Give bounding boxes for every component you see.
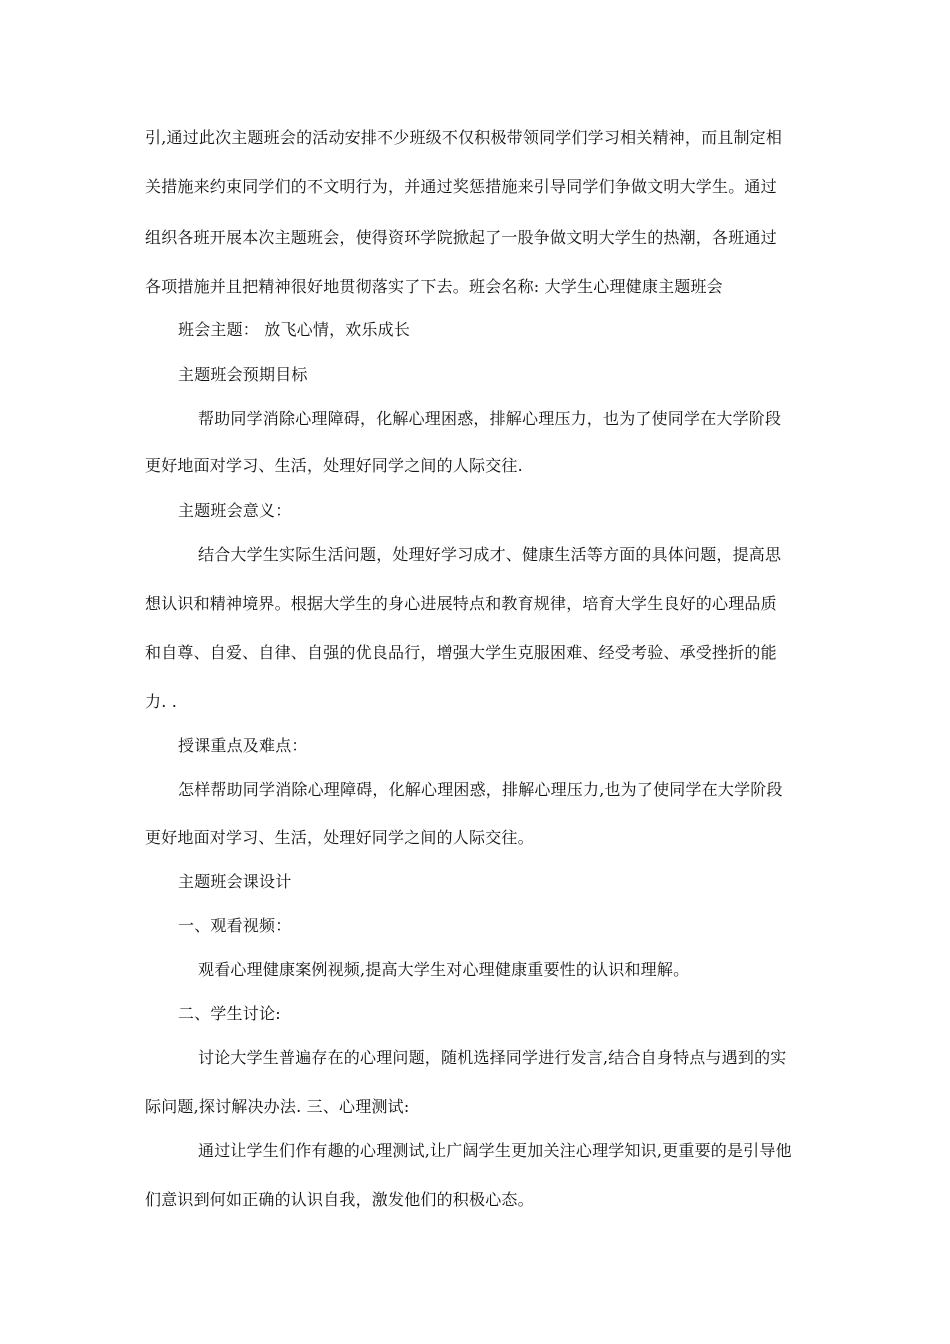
- paragraph-line: 想认识和精神境界。根据大学生的身心进展特点和教育规律，培育大学生良好的心理品质: [145, 594, 777, 613]
- section-heading: 二、学生讨论:: [178, 1004, 281, 1023]
- paragraph-line: 通过让学生们作有趣的心理测试,让广阔学生更加关注心理学知识,更重要的是引导他: [198, 1141, 792, 1160]
- paragraph-line: 际问题,探讨解决办法. 三、心理测试:: [145, 1097, 410, 1116]
- paragraph-line: 怎样帮助同学消除心理障碍，化解心理困惑，排解心理压力,也为了使同学在大学阶段: [178, 780, 783, 799]
- paragraph-line: 各项措施并且把精神很好地贯彻落实了下去。班会名称: 大学生心理健康主题班会: [145, 277, 723, 296]
- section-heading: 主题班会意义：: [178, 501, 292, 520]
- paragraph-line: 力. .: [145, 692, 178, 711]
- section-heading: 主题班会课设计: [178, 872, 292, 891]
- paragraph-line: 讨论大学生普遍存在的心理问题，随机选择同学进行发言,结合自身特点与遇到的实: [198, 1048, 787, 1067]
- class-theme-line: 班会主题： 放飞心情，欢乐成长: [178, 320, 411, 339]
- paragraph-line: 引,通过此次主题班会的活动安排不少班级不仅积极带领同学们学习相关精神，而且制定相: [145, 128, 783, 147]
- section-heading: 主题班会预期目标: [178, 365, 308, 384]
- paragraph-line: 结合大学生实际生活问题，处理好学习成才、健康生活等方面的具体问题，提高思: [198, 545, 782, 564]
- paragraph-line: 们意识到何如正确的认识自我，激发他们的积极心态。: [145, 1190, 534, 1209]
- paragraph-line: 关措施来约束同学们的不文明行为，并通过奖惩措施来引导同学们争做文明大学生。通过: [145, 177, 777, 196]
- section-heading: 一、观看视频：: [178, 916, 292, 935]
- paragraph-line: 更好地面对学习、生活，处理好同学之间的人际交往。: [145, 828, 534, 847]
- paragraph-line: 组织各班开展本次主题班会，使得资环学院掀起了一股争做文明大学生的热潮，各班通过: [145, 228, 777, 247]
- paragraph-line: 帮助同学消除心理障碍，化解心理困惑，排解心理压力，也为了使同学在大学阶段: [198, 409, 782, 428]
- section-heading: 授课重点及难点：: [178, 736, 308, 755]
- paragraph-line: 更好地面对学习、生活，处理好同学之间的人际交往.: [145, 456, 523, 475]
- paragraph-line: 观看心理健康案例视频,提高大学生对心理健康重要性的认识和理解。: [198, 960, 690, 979]
- paragraph-line: 和自尊、自爱、自律、自强的优良品行，增强大学生克服困难、经受考验、承受挫折的能: [145, 643, 777, 662]
